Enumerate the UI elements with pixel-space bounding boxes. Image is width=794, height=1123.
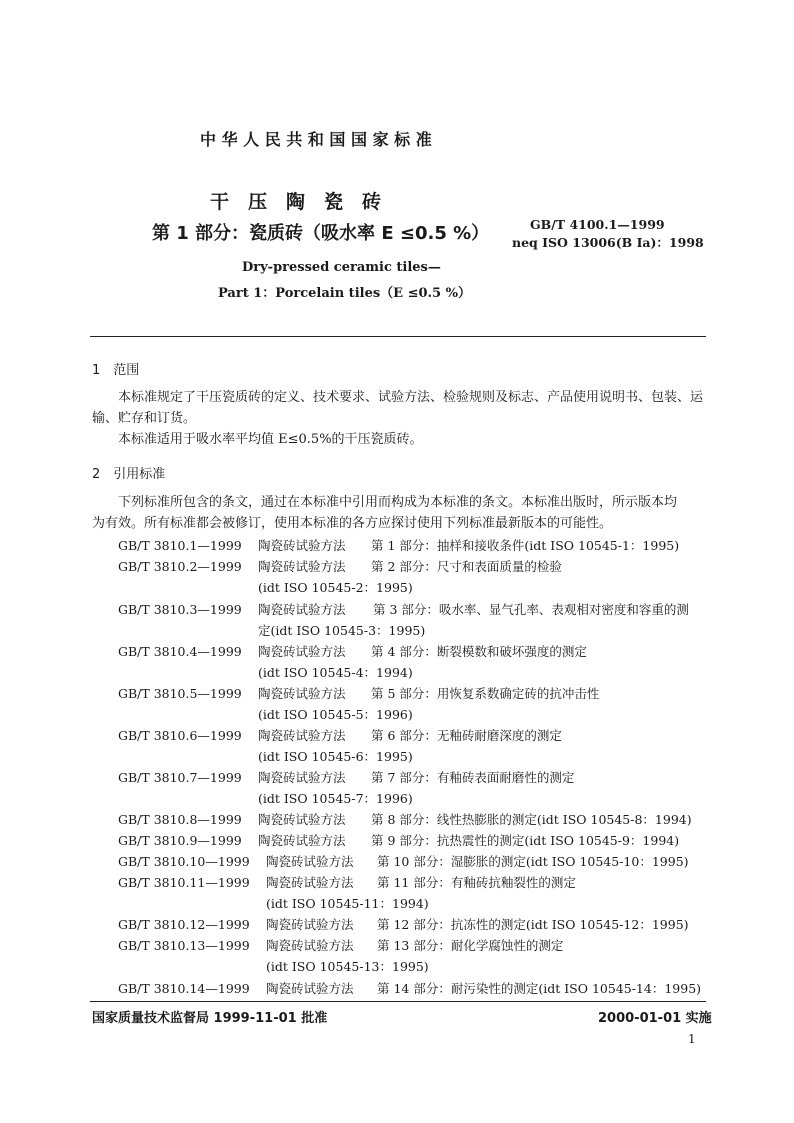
section-heading-scope: 1 范围: [92, 363, 140, 378]
reference-title: 陶瓷砖试验方法: [258, 559, 346, 574]
page-number: 1: [688, 1032, 696, 1046]
document-subtitle: 第 1 部分：瓷质砖（吸水率 E ≤0.5 %）: [152, 223, 490, 244]
reference-continuation: (idt ISO 10545-4：1994): [258, 665, 413, 680]
approval-statement: 国家质量技术监督局 1999-11-01 批准: [92, 1011, 328, 1026]
standard-number: GB/T 4100.1—1999: [530, 217, 665, 232]
reference-code: GB/T 3810.4—1999: [118, 644, 242, 659]
reference-part: 第 9 部分：抗热震性的测定(idt ISO 10545-9：1994): [371, 833, 680, 848]
reference-code: GB/T 3810.9—1999: [118, 833, 242, 848]
reference-code: GB/T 3810.8—1999: [118, 812, 242, 827]
reference-code: GB/T 3810.12—1999: [118, 917, 250, 932]
reference-continuation: (idt ISO 10545-11：1994): [266, 896, 429, 911]
reference-title: 陶瓷砖试验方法: [258, 686, 346, 701]
footer-divider: [90, 1001, 706, 1002]
reference-title: 陶瓷砖试验方法: [266, 981, 354, 996]
reference-part: 第 4 部分：断裂模数和破坏强度的测定: [371, 644, 587, 659]
reference-continuation: (idt ISO 10545-6：1995): [258, 749, 413, 764]
reference-code: GB/T 3810.2—1999: [118, 559, 242, 574]
references-paragraph-line: 为有效。所有标准都会被修订，使用本标准的各方应探讨使用下列标准最新版本的可能性。: [92, 516, 613, 531]
scope-paragraph-line: 输、贮存和订货。: [92, 411, 197, 426]
section-heading-references: 2 引用标准: [92, 467, 166, 482]
reference-code: GB/T 3810.7—1999: [118, 770, 242, 785]
reference-part: 第 3 部分：吸水率、显气孔率、表观相对密度和容重的测: [373, 602, 689, 617]
english-title: Dry-pressed ceramic tiles—: [242, 260, 441, 275]
reference-title: 陶瓷砖试验方法: [258, 538, 346, 553]
reference-part: 第 2 部分：尺寸和表面质量的检验: [371, 559, 562, 574]
scope-paragraph-line: 本标准规定了干压瓷质砖的定义、技术要求、试验方法、检验规则及标志、产品使用说明书、包装、运: [118, 390, 704, 405]
reference-title: 陶瓷砖试验方法: [266, 917, 354, 932]
reference-title: 陶瓷砖试验方法: [258, 833, 346, 848]
reference-continuation: (idt ISO 10545-7：1996): [258, 791, 413, 806]
reference-code: GB/T 3810.5—1999: [118, 686, 242, 701]
reference-part: 第 12 部分：抗冻性的测定(idt ISO 10545-12：1995): [377, 917, 689, 932]
reference-part: 第 1 部分：抽样和接收条件(idt ISO 10545-1：1995): [371, 538, 680, 553]
reference-title: 陶瓷砖试验方法: [258, 812, 346, 827]
reference-title: 陶瓷砖试验方法: [266, 875, 354, 890]
equivalence-statement: neq ISO 13006(B Ⅰa)：1998: [512, 235, 704, 250]
reference-code: GB/T 3810.10—1999: [118, 854, 250, 869]
reference-title: 陶瓷砖试验方法: [266, 854, 354, 869]
reference-code: GB/T 3810.1—1999: [118, 538, 242, 553]
reference-part: 第 5 部分：用恢复系数确定砖的抗冲击性: [371, 686, 600, 701]
english-subtitle: Part 1：Porcelain tiles（E ≤0.5 %）: [218, 286, 471, 301]
reference-part: 第 13 部分：耐化学腐蚀性的测定: [377, 938, 564, 953]
reference-part: 第 11 部分：有釉砖抗釉裂性的测定: [377, 875, 576, 890]
reference-part: 第 6 部分：无釉砖耐磨深度的测定: [371, 728, 562, 743]
reference-continuation: (idt ISO 10545-2：1995): [258, 580, 413, 595]
document-title: 干 压 陶 瓷 砖: [210, 191, 382, 213]
reference-code: GB/T 3810.3—1999: [118, 602, 242, 617]
reference-part: 第 8 部分：线性热膨胀的测定(idt ISO 10545-8：1994): [371, 812, 692, 827]
reference-part: 第 7 部分：有釉砖表面耐磨性的测定: [371, 770, 575, 785]
reference-code: GB/T 3810.13—1999: [118, 938, 250, 953]
reference-continuation: 定(idt ISO 10545-3：1995): [258, 623, 426, 638]
reference-title: 陶瓷砖试验方法: [258, 770, 346, 785]
reference-part: 第 14 部分：耐污染性的测定(idt ISO 10545-14：1995): [377, 981, 702, 996]
reference-continuation: (idt ISO 10545-13：1995): [266, 959, 429, 974]
reference-code: GB/T 3810.14—1999: [118, 981, 250, 996]
reference-title: 陶瓷砖试验方法: [258, 602, 346, 617]
reference-code: GB/T 3810.11—1999: [118, 875, 250, 890]
effective-date: 2000-01-01 实施: [598, 1011, 712, 1026]
reference-part: 第 10 部分：湿膨胀的测定(idt ISO 10545-10：1995): [377, 854, 689, 869]
reference-title: 陶瓷砖试验方法: [258, 644, 346, 659]
scope-paragraph-line: 本标准适用于吸水率平均值 E≤0.5%的干压瓷质砖。: [118, 432, 423, 447]
national-standard-heading: 中 华 人 民 共 和 国 国 家 标 准: [200, 130, 432, 149]
reference-title: 陶瓷砖试验方法: [266, 938, 354, 953]
reference-title: 陶瓷砖试验方法: [258, 728, 346, 743]
reference-continuation: (idt ISO 10545-5：1996): [258, 707, 413, 722]
references-paragraph-line: 下列标准所包含的条文，通过在本标准中引用而构成为本标准的条文。本标准出版时，所示版本均: [118, 495, 678, 510]
reference-code: GB/T 3810.6—1999: [118, 728, 242, 743]
